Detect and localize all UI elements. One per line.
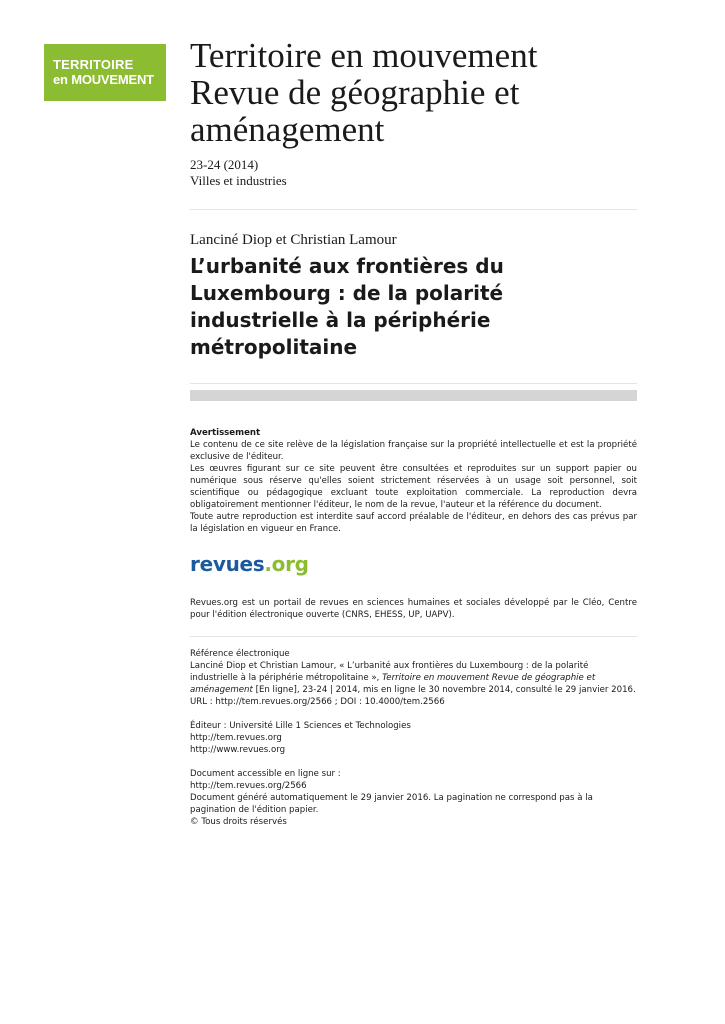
logo-prefix: en (53, 72, 68, 87)
warning-section (190, 427, 637, 535)
citation (190, 660, 637, 708)
reference-heading: Référence électronique (190, 649, 290, 659)
logo-word: MOUVEMENT (71, 72, 154, 87)
article-authors: Lanciné Diop et Christian Lamour (190, 232, 397, 248)
portal-description: Revues.org est un portail de revues en sciences humaines et sociales développé par le Cléo, Centre pour l'édition électronique ouverte (CNRS, EHESS, UP, UAPV). (190, 598, 637, 620)
publisher-link[interactable]: http://www.revues.org (190, 745, 286, 755)
journal-title: Territoire en mouvement Revue de géographie et aménagement (190, 36, 538, 149)
issue-number: 23-24 (2014) (190, 157, 259, 172)
revues-org-logo[interactable] (190, 552, 309, 576)
citation-part-2: [En ligne], 23-24 | 2014, mis en ligne le 30 novembre 2014, consulté le 29 janvier 2016. URL : http://tem.revues.org/2566 ; DOI : 10.4000/tem.2566 (190, 685, 636, 707)
separator-bar (190, 390, 637, 401)
issue-info (190, 157, 287, 189)
issue-theme: Villes et industries (190, 173, 287, 188)
citation-part-1: Lanciné Diop et Christian Lamour, « L’urbanité aux frontières du Luxembourg : de la polarité industrielle à la périphérie métropolitaine », (190, 661, 589, 683)
reference-section (190, 648, 637, 828)
access-heading: Document accessible en ligne sur : (190, 769, 341, 779)
logo-line-1: TERRITOIRE (53, 57, 134, 72)
revues-logo-tld: .org (264, 552, 309, 576)
warning-heading: Avertissement (190, 428, 261, 438)
divider (190, 209, 637, 210)
logo-line-2 (53, 72, 166, 87)
warning-paragraph: Toute autre reproduction est interdite sauf accord préalable de l'éditeur, en dehors des cas prévus par la législation en vigueur en France. (190, 512, 637, 534)
journal-logo (44, 44, 166, 101)
revues-logo-word: revues (190, 552, 265, 576)
publisher: Éditeur : Université Lille 1 Sciences et Technologies (190, 721, 411, 731)
generated-notice: Document généré automatiquement le 29 janvier 2016. La pagination ne correspond pas à la pagination de l'édition papier. (190, 793, 593, 815)
warning-paragraph: Les œuvres figurant sur ce site peuvent être consultées et reproduites sur un support papier ou numérique sous réserve qu'elles soient strictement réservées à un usage soit personnel, soit scientifique ou pédagogique excluant toute exploitation commerciale. La reproduction devra obligatoirement mentionner l'éditeur, le nom de la revue, l'auteur et la référence du document. (190, 464, 637, 510)
divider (190, 383, 637, 384)
access-link[interactable]: http://tem.revues.org/2566 (190, 781, 307, 791)
publisher-link[interactable]: http://tem.revues.org (190, 733, 282, 743)
citation-journal: Territoire en mouvement Revue de géographie et aménagement (190, 673, 596, 695)
divider (190, 636, 637, 637)
article-title: L’urbanité aux frontières du Luxembourg : de la polarité industrielle à la périphérie métropolitaine (190, 254, 504, 359)
rights-notice: © Tous droits réservés (190, 817, 287, 827)
warning-paragraph: Le contenu de ce site relève de la législation française sur la propriété intellectuelle et est la propriété exclusive de l'éditeur. (190, 440, 637, 462)
